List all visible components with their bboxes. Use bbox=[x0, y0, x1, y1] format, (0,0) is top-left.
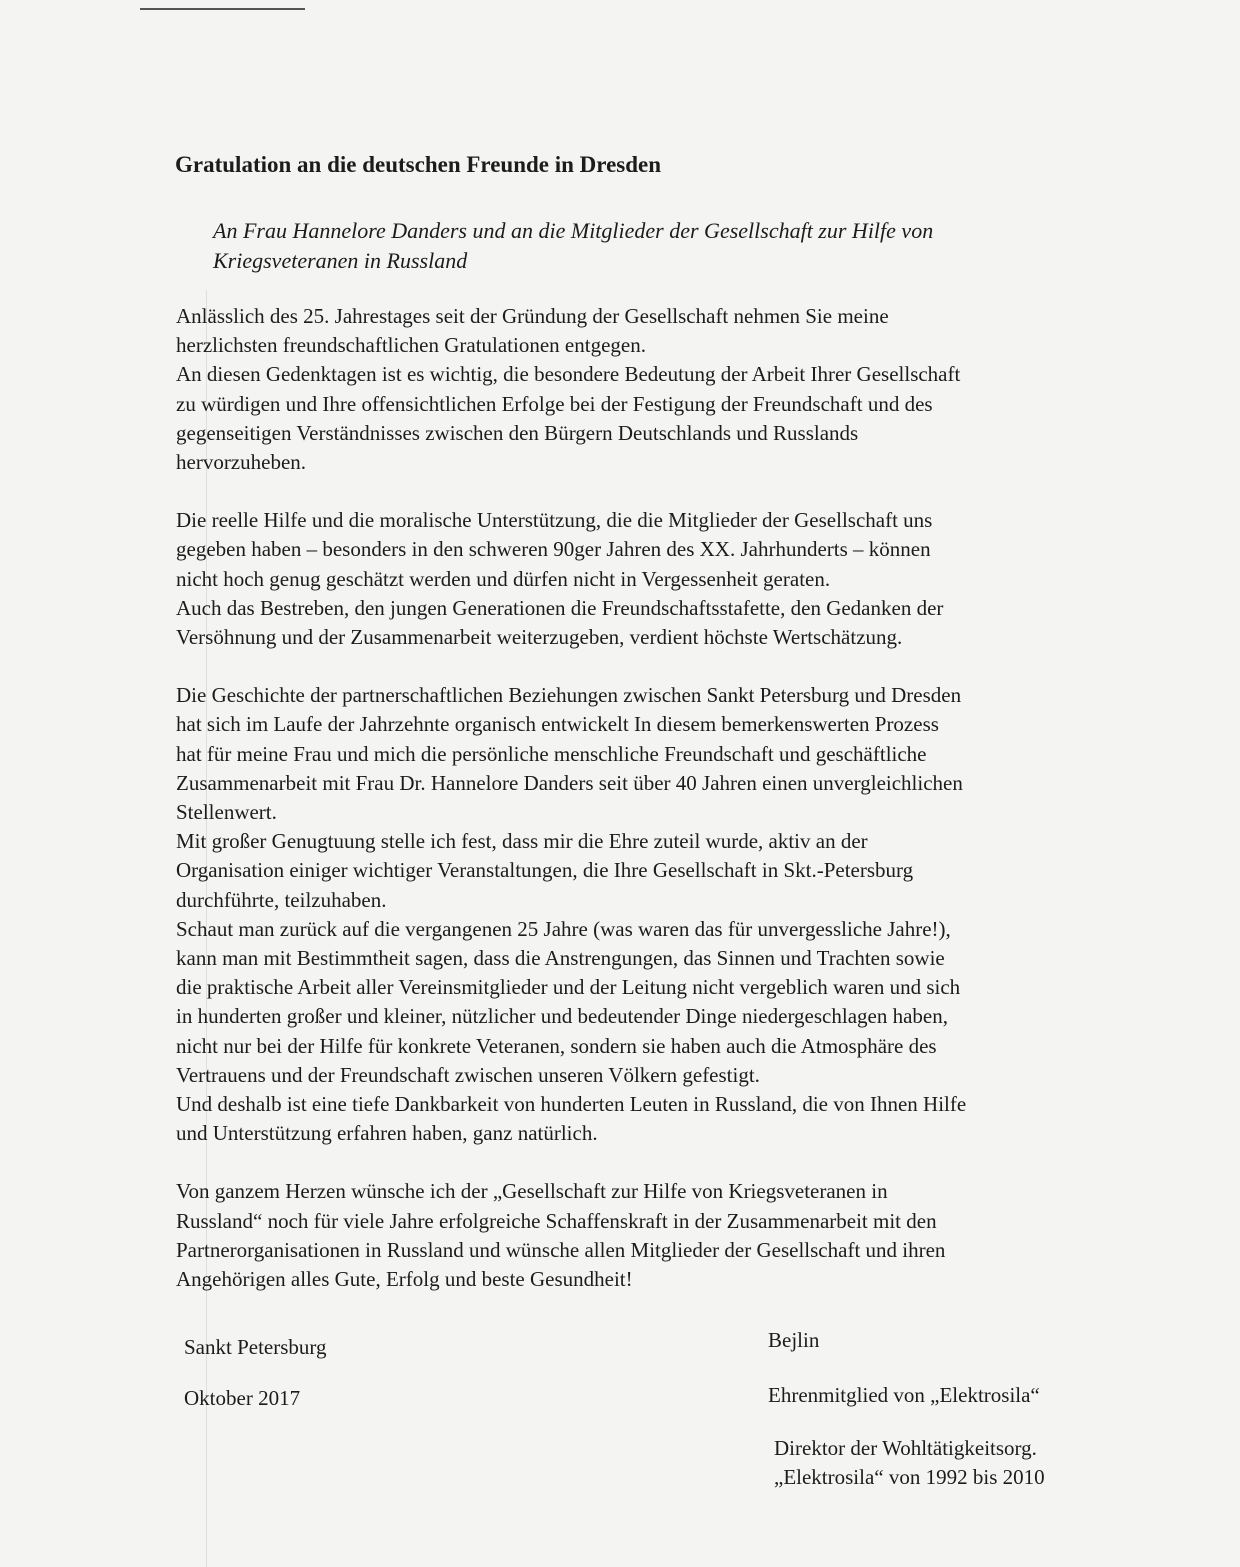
text-line: herzlichsten freundschaftlichen Gratulationen entgegen. bbox=[176, 333, 646, 358]
text-line: zu würdigen und Ihre offensichtlichen Erfolge bei der Festigung der Freundschaft und des bbox=[176, 391, 933, 416]
text-line: gegeben haben – besonders in den schweren 90ger Jahren des XX. Jahrhunderts – können bbox=[176, 537, 931, 562]
letter-body bbox=[176, 302, 1136, 1323]
text-line: Die reelle Hilfe und die moralische Unterstützung, die die Mitglieder der Gesellschaft uns bbox=[176, 508, 933, 533]
text-line: Versöhnung und der Zusammenarbeit weiterzugeben, verdient höchste Wertschätzung. bbox=[176, 625, 903, 650]
text-line: in hunderten großer und kleiner, nützlicher und bedeutender Dinge niedergeschlagen haben, bbox=[176, 1004, 948, 1029]
text-line: Organisation einiger wichtiger Veranstaltungen, die Ihre Gesellschaft in Skt.-Petersburg bbox=[176, 858, 914, 883]
signature-place: Sankt Petersburg bbox=[184, 1335, 327, 1359]
text-line: An diesen Gedenktagen ist es wichtig, die besondere Bedeutung der Arbeit Ihrer Gesellschaft bbox=[176, 362, 961, 387]
text-line: Mit großer Genugtuung stelle ich fest, dass mir die Ehre zuteil wurde, aktiv an der bbox=[176, 829, 868, 854]
text-line: die praktische Arbeit aller Vereinsmitglieder und der Leitung nicht vergeblich waren und sich bbox=[176, 975, 961, 1000]
text-line: hat sich im Laufe der Jahrzehnte organisch entwickelt In diesem bemerkenswerten Prozess bbox=[176, 712, 939, 737]
text-line: Auch das Bestreben, den jungen Generationen die Freundschaftsstafette, den Gedanken der bbox=[176, 595, 944, 620]
text-line: durchführte, teilzuhaben. bbox=[176, 887, 387, 912]
signature-name: Bejlin bbox=[768, 1328, 820, 1352]
text-line: hat für meine Frau und mich die persönliche menschliche Freundschaft und geschäftliche bbox=[176, 741, 927, 766]
text-line: gegenseitigen Verständnisses zwischen den Bürgern Deutschlands und Russlands bbox=[176, 420, 859, 445]
text-line: Zusammenarbeit mit Frau Dr. Hannelore Danders seit über 40 Jahren einen unvergleichlichen bbox=[176, 770, 963, 795]
signature-block bbox=[768, 1328, 1045, 1490]
text-line: Russland“ noch für viele Jahre erfolgreiche Schaffenskraft in der Zusammenarbeit mit den bbox=[176, 1208, 937, 1233]
text-line: hervorzuheben. bbox=[176, 450, 307, 475]
document-addressee bbox=[213, 216, 1053, 276]
signature-role: Ehrenmitglied von „Elektrosila“ bbox=[768, 1383, 1040, 1407]
scan-artifact-line bbox=[140, 8, 305, 10]
signature-place-date bbox=[184, 1335, 327, 1411]
addressee-line: An Frau Hannelore Danders und an die Mitglieder der Gesellschaft zur Hilfe von bbox=[213, 218, 934, 243]
text-line: Vertrauens und der Freundschaft zwischen unseren Völkern gefestigt. bbox=[176, 1062, 760, 1087]
text-line: Angehörigen alles Gute, Erfolg und beste Gesundheit! bbox=[176, 1267, 633, 1292]
paragraph bbox=[176, 681, 1136, 1148]
paragraph bbox=[176, 1177, 1136, 1294]
text-line: Von ganzem Herzen wünsche ich der „Gesellschaft zur Hilfe von Kriegsveteranen in bbox=[176, 1179, 888, 1204]
paragraph bbox=[176, 506, 1136, 652]
text-line: nicht hoch genug geschätzt werden und dürfen nicht in Vergessenheit geraten. bbox=[176, 566, 831, 591]
text-line: kann man mit Bestimmtheit sagen, dass die Anstrengungen, das Sinnen und Trachten sowie bbox=[176, 946, 945, 971]
text-line: Partnerorganisationen in Russland und wünsche allen Mitglieder der Gesellschaft und ihren bbox=[176, 1237, 946, 1262]
text-line: Und deshalb ist eine tiefe Dankbarkeit von hunderten Leuten in Russland, die von Ihnen Hilfe bbox=[176, 1092, 967, 1117]
addressee-line: Kriegsveteranen in Russland bbox=[213, 248, 468, 273]
text-line: Schaut man zurück auf die vergangenen 25 Jahre (was waren das für unvergessliche Jahre!), bbox=[176, 916, 951, 941]
paragraph bbox=[176, 302, 1136, 477]
signature-date: Oktober 2017 bbox=[184, 1386, 301, 1410]
document-title: Gratulation an die deutschen Freunde in Dresden bbox=[175, 152, 662, 177]
text-line: nicht nur bei der Hilfe für konkrete Veteranen, sondern sie haben auch die Atmosphäre des bbox=[176, 1033, 937, 1058]
text-line: Anlässlich des 25. Jahrestages seit der Gründung der Gesellschaft nehmen Sie meine bbox=[176, 304, 889, 328]
signature-role: Direktor der Wohltätigkeitsorg. bbox=[774, 1436, 1037, 1460]
text-line: Stellenwert. bbox=[176, 800, 277, 825]
text-line: und Unterstützung erfahren haben, ganz natürlich. bbox=[176, 1121, 598, 1146]
text-line: Die Geschichte der partnerschaftlichen Beziehungen zwischen Sankt Petersburg und Dresden bbox=[176, 683, 962, 708]
signature-role: „Elektrosila“ von 1992 bis 2010 bbox=[774, 1465, 1045, 1489]
